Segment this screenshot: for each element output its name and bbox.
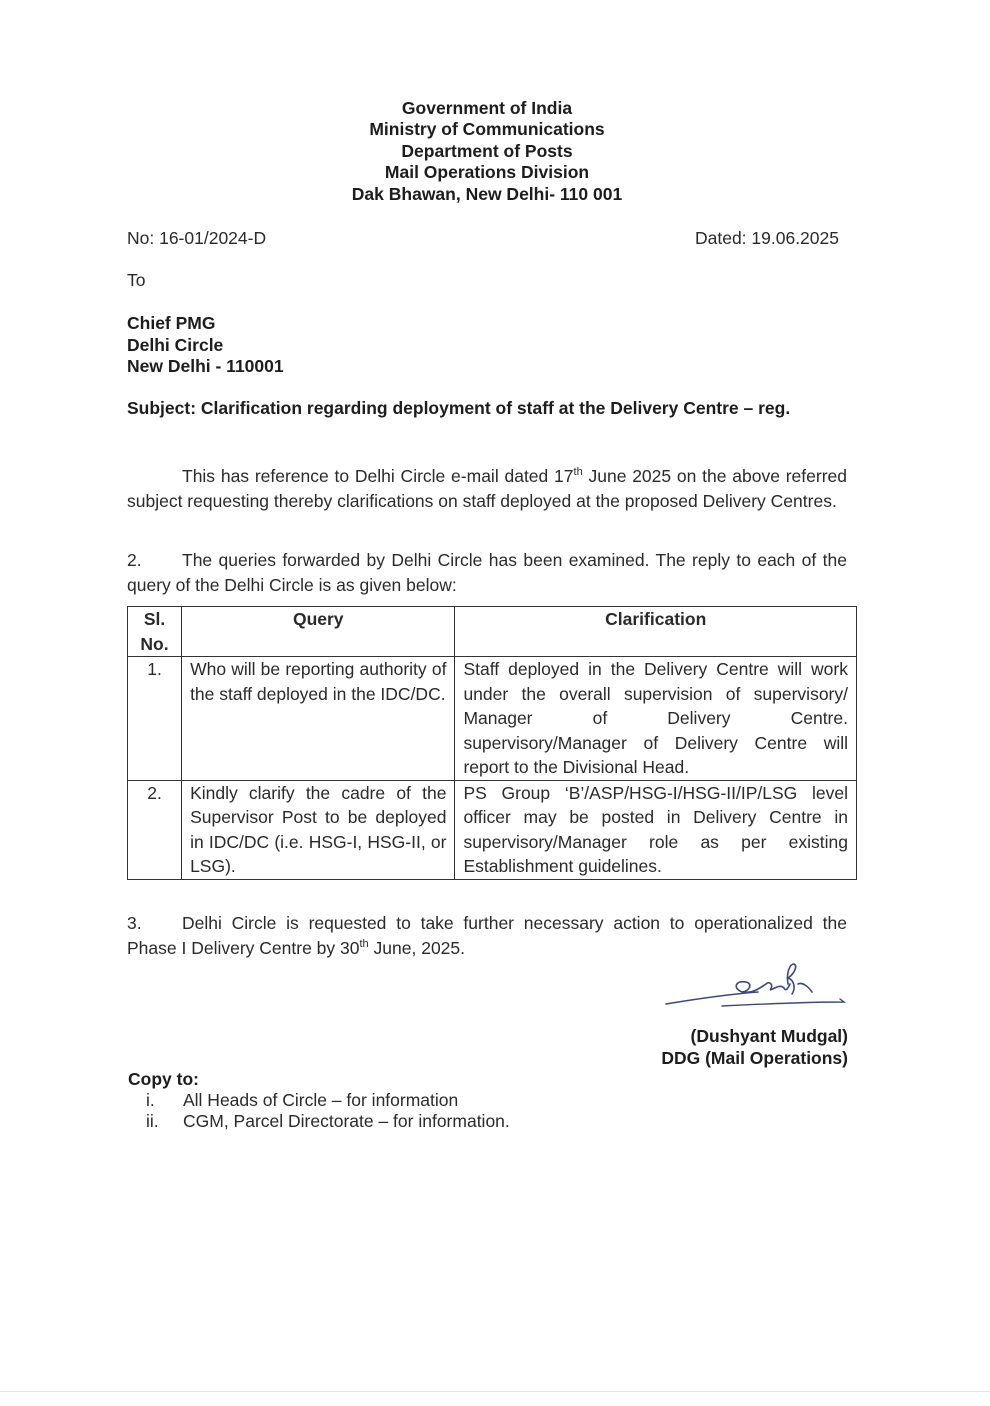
row-1-clarification: Staff deployed in the Delivery Centre will work under the overall supervision of supervisory/ Manager of Delivery Centre. supervisory/Manager of Delivery Centre will report to the Divisional Head. <box>455 657 857 781</box>
letterhead-line-address: Dak Bhawan, New Delhi- 110 001 <box>351 183 623 204</box>
paragraph-2 <box>127 548 847 597</box>
addressee-block <box>127 313 284 378</box>
list-item <box>128 1111 510 1132</box>
row-1-sl: 1. <box>128 657 182 781</box>
row-2-query: Kindly clarify the cadre of the Supervisor Post to be deployed in IDC/DC (i.e. HSG-I, HSG-II, or LSG). <box>182 780 455 879</box>
paragraph-2-text: The queries forwarded by Delhi Circle has been examined. The reply to each of the query of the Delhi Circle is as given below: <box>127 550 847 595</box>
row-2-sl: 2. <box>128 780 182 879</box>
signatory-block <box>661 1025 848 1069</box>
copy-to-text-1: All Heads of Circle – for information <box>183 1090 459 1110</box>
table-row <box>128 657 857 781</box>
table-row <box>128 780 857 879</box>
addressee-title: Chief PMG <box>127 313 216 333</box>
paragraph-3-text-a: Delhi Circle is requested to take further necessary action to operationalized the Phase I Delivery Centre by 30 <box>127 913 847 958</box>
list-item <box>128 1090 510 1111</box>
subject-line: Subject: Clarification regarding deployment of staff at the Delivery Centre – reg. <box>127 398 791 418</box>
paragraph-3-text-b: June, 2025. <box>368 937 465 958</box>
handwritten-signature <box>662 958 852 1018</box>
paragraph-3-number: 3. <box>127 913 142 933</box>
queries-table <box>127 606 857 880</box>
addressee-circle: Delhi Circle <box>127 334 224 355</box>
copy-to-text-2: CGM, Parcel Directorate – for information. <box>183 1111 510 1131</box>
copy-to-section <box>128 1069 510 1132</box>
to-label: To <box>127 270 146 290</box>
paragraph-3 <box>127 911 847 960</box>
table-header-row <box>128 607 857 657</box>
signatory-designation: DDG (Mail Operations) <box>661 1048 848 1068</box>
letterhead-line-department: Department of Posts <box>401 140 573 161</box>
copy-to-numeral-1: i. <box>146 1090 155 1110</box>
letterhead-line-ministry: Ministry of Communications <box>369 119 605 140</box>
letterhead <box>0 98 974 205</box>
scan-edge-divider <box>0 1391 990 1392</box>
header-query: Query <box>182 607 455 657</box>
paragraph-1 <box>127 464 847 513</box>
signatory-name: (Dushyant Mudgal) <box>690 1026 848 1046</box>
row-1-query: Who will be reporting authority of the staff deployed in the IDC/DC. <box>182 657 455 781</box>
reference-number: No: 16-01/2024-D <box>127 228 267 248</box>
addressee-city: New Delhi - 110001 <box>127 356 284 377</box>
letterhead-line-division: Mail Operations Division <box>384 162 590 183</box>
paragraph-1-sup: th <box>573 466 583 479</box>
letterhead-line-government: Government of India <box>401 98 573 118</box>
reference-date: Dated: 19.06.2025 <box>694 228 839 248</box>
copy-to-label: Copy to: <box>128 1069 199 1089</box>
paragraph-2-number: 2. <box>127 550 142 570</box>
paragraph-1-text-a: This has reference to Delhi Circle e-mail dated 17 <box>182 466 574 486</box>
row-2-clarification: PS Group ‘B’/ASP/HSG-I/HSG-II/IP/LSG level officer may be posted in Delivery Centre in supervisory/Manager role as per existing Establishment guidelines. <box>455 780 857 879</box>
paragraph-1-text-b: June 2025 on the above referred subject requesting thereby clarifications on staff deployed at the proposed Delivery Centres. <box>127 466 847 511</box>
copy-to-numeral-2: ii. <box>146 1111 159 1131</box>
header-clarification: Clarification <box>455 607 857 657</box>
paragraph-3-sup: th <box>359 937 369 950</box>
header-sl-no: Sl. No. <box>128 607 182 657</box>
